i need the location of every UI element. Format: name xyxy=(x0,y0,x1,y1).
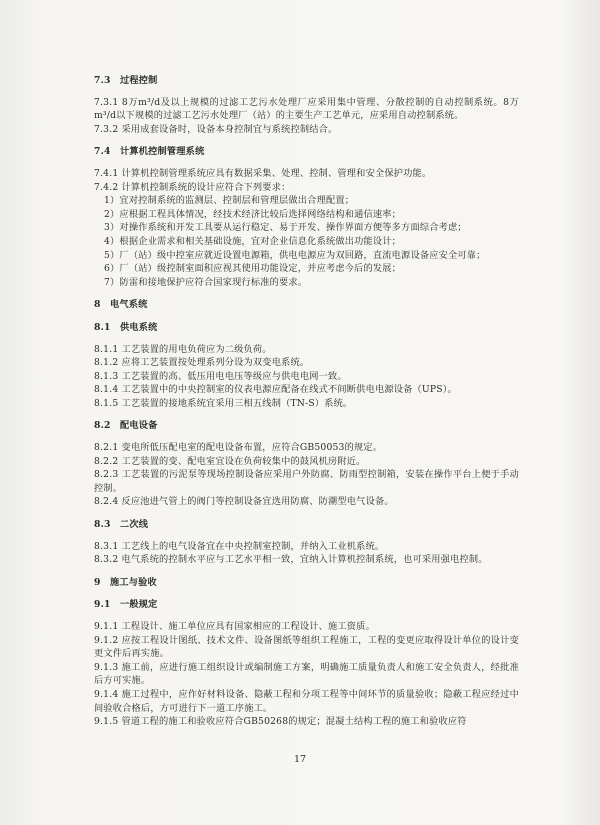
clause-paragraph: 8.3.1 工艺线上的电气设备宜在中央控制室控制，并纳入工业机系统。 xyxy=(94,540,385,552)
clause-paragraph: 7.3.2 采用成套设备时，设备本身控制宜与系统控制结合。 xyxy=(94,123,338,135)
list-item: 2）应根据工程具体情况，经技术经济比较后选择网络结构和通信速率； xyxy=(104,208,402,220)
section-heading: 8.3 二次线 xyxy=(94,519,149,531)
clause-paragraph: 8.2.4 反应池进气管上的阀门等控制设备宜选用防腐、防潮型电气设备。 xyxy=(94,496,394,508)
clause-paragraph: 8.1.4 工艺装置中的中央控制室的仪表电源应配备在线式不间断供电电源设备（UPS）。 xyxy=(94,384,457,396)
clause-paragraph: 8.1.3 工艺装置的高、低压用电电压等级应与供电电网一致。 xyxy=(94,370,347,382)
clause-paragraph: 9.1.4 施工过程中，应作好材料设备、隐蔽工程和分项工程等中间环节的质量验收；隐蔽工程应经过中间验收合格后，方可进行下一道工序施工。 xyxy=(94,688,519,714)
list-item: 4）根据企业需求和相关基础设施，宜对企业信息化系统做出功能设计； xyxy=(104,235,402,247)
list-item: 1）宜对控制系统的监测层、控制层和管理层做出合理配置； xyxy=(104,195,355,207)
list-item: 6）厂（站）级控制室面积应视其使用功能设定，并应考虑今后的发展； xyxy=(104,263,402,275)
clause-paragraph: 8.1.2 应将工艺装置按处理系列分设为双变电系统。 xyxy=(94,357,310,369)
clause-paragraph: 7.3.1 8万m³/d及以上规模的过滤工艺污水处理厂应采用集中管理、分散控制的自动控制系统。8万m³/d以下规模的过滤工艺污水处理厂（站）的主要生产工艺单元，应采用自动控制系统。 xyxy=(94,96,519,122)
section-heading: 9 施工与验收 xyxy=(94,576,157,588)
clause-paragraph: 9.1.3 施工前，应进行施工组织设计或编制施工方案，明确施工质量负责人和施工安全负责人，经批准后方可实施。 xyxy=(94,661,519,687)
clause-paragraph: 8.3.2 电气系统的控制水平应与工艺水平相一致，宜纳入计算机控制系统，也可采用强电控制。 xyxy=(94,554,488,566)
clause-paragraph: 9.1.2 应按工程设计图纸、技术文件、设备图纸等组织工程施工，工程的变更应取得设计单位的设计变更文件后再实施。 xyxy=(94,634,519,660)
section-heading: 9.1 一般规定 xyxy=(94,599,158,611)
clause-paragraph: 9.1.5 管道工程的施工和验收应符合GB50268的规定；混凝土结构工程的施工和验收应符 xyxy=(94,716,467,728)
section-heading: 7.3 过程控制 xyxy=(94,75,158,86)
document-body xyxy=(94,68,519,729)
section-heading: 8.1 供电系统 xyxy=(94,321,158,333)
section-heading: 7.4 计算机控制管理系统 xyxy=(94,146,205,158)
list-item: 7）防雷和接地保护应符合国家现行标准的要求。 xyxy=(104,276,308,288)
list-item: 3）对操作系统和开发工具要从运行稳定、易于开发、操作界面方便等多方面综合考虑； xyxy=(104,222,467,234)
clause-paragraph: 8.2.2 工艺装置的变、配电室宜设在负荷较集中的鼓风机房附近。 xyxy=(94,455,366,467)
page-number: 17 xyxy=(293,754,307,765)
list-item: 5）厂（站）级中控室应就近设置电源箱，供电电源应为双回路，直流电源设备应安全可靠； xyxy=(104,249,486,261)
clause-paragraph: 8.2.1 变电所低压配电室的配电设备布置，应符合GB50053的规定。 xyxy=(94,442,383,454)
clause-paragraph: 7.4.2 计算机控制系统的设计应符合下列要求： xyxy=(94,181,291,193)
section-heading: 8.2 配电设备 xyxy=(94,420,158,432)
clause-paragraph: 9.1.1 工程设计、施工单位应具有国家相应的工程设计、施工资质。 xyxy=(94,621,375,632)
clause-paragraph: 8.1.5 工艺装置的接地系统宜采用三相五线制（TN-S）系统。 xyxy=(94,397,353,409)
clause-paragraph: 8.2.3 工艺装置的污泥泵等现场控制设备应采用户外防腐、防雨型控制箱，安装在操作平台上便于手动控制。 xyxy=(94,469,519,494)
clause-paragraph: 8.1.1 工艺装置的用电负荷应为二级负荷。 xyxy=(94,343,272,355)
section-heading: 8 电气系统 xyxy=(94,299,148,311)
clause-paragraph: 7.4.1 计算机控制管理系统应具有数据采集、处理、控制、管理和安全保护功能。 xyxy=(94,167,432,179)
